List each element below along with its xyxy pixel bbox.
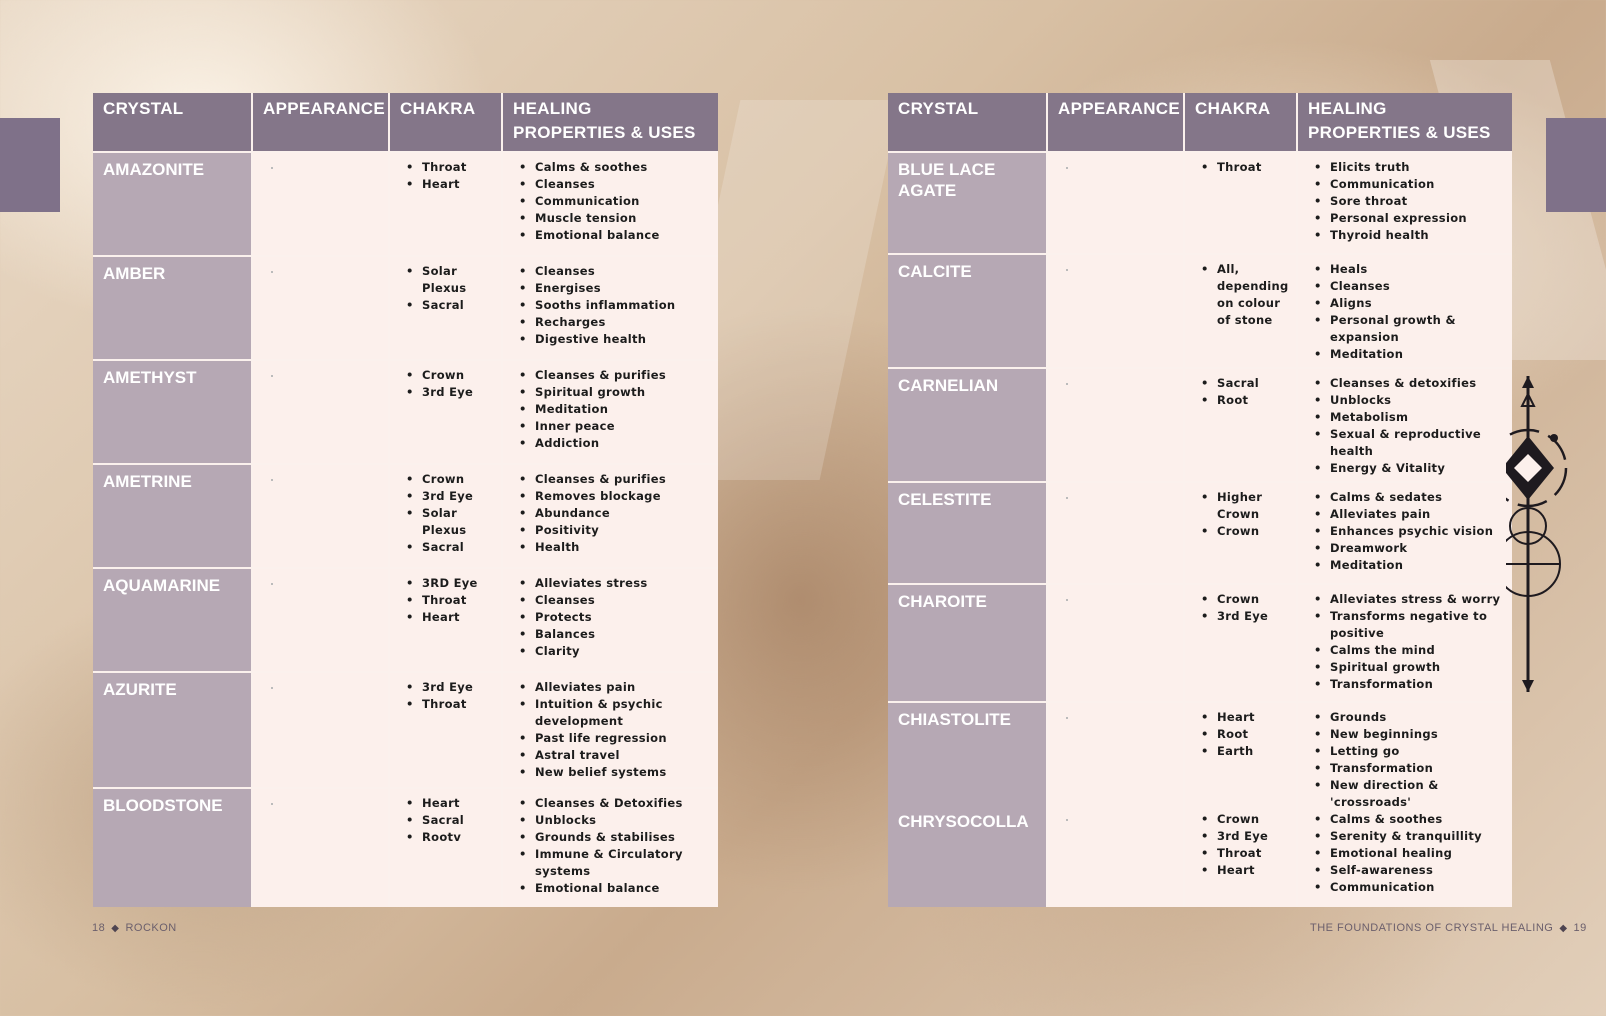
chakra-list — [396, 679, 495, 713]
healing-property-item: • Meditation — [535, 401, 712, 418]
chakra-cell — [1185, 805, 1298, 907]
chakra-item: • Heart — [422, 795, 495, 812]
healing-properties-list — [509, 263, 712, 348]
healing-properties-list — [1304, 261, 1506, 363]
chakra-cell — [1185, 483, 1298, 583]
healing-property-item: • Positivity — [535, 522, 712, 539]
crystal-name: CHAROITE — [888, 585, 1048, 701]
chakra-list — [396, 575, 495, 626]
healing-property-item: • Cleanses & purifies — [535, 471, 712, 488]
chakra-list — [396, 471, 495, 556]
header-healing-properties: HEALING PROPERTIES & USES — [1308, 99, 1491, 142]
chakra-item: • 3RD Eye — [422, 575, 495, 592]
chakra-list — [396, 159, 495, 193]
chakra-item: • Root — [1217, 726, 1290, 743]
healing-property-item: • Calms the mind — [1330, 642, 1506, 659]
chakra-item: • Throat — [422, 696, 495, 713]
chakra-item: • Sacral — [1217, 375, 1290, 392]
healing-property-item: • Cleanses — [535, 263, 712, 280]
right-side-tab — [1546, 118, 1606, 212]
healing-property-item: • Transforms negative to positive — [1330, 608, 1506, 642]
chakra-item: • Crown — [422, 367, 495, 384]
left-page-number: 18 — [92, 922, 106, 934]
healing-property-item: • Unblocks — [1330, 392, 1506, 409]
appearance-cell — [1048, 805, 1185, 907]
appearance-placeholder — [271, 167, 273, 169]
healing-property-item: • Immune & Circulatory systems — [535, 846, 712, 880]
crystal-name: AMETRINE — [93, 465, 253, 567]
right-footer-text: THE FOUNDATIONS OF CRYSTAL HEALING — [1310, 922, 1554, 934]
chakra-cell — [390, 569, 503, 671]
chakra-item: • 3rd Eye — [422, 488, 495, 505]
healing-property-item: • Health — [535, 539, 712, 556]
table-header-row — [888, 93, 1512, 151]
healing-properties-cell — [1298, 369, 1512, 481]
healing-properties-cell — [1298, 585, 1512, 701]
chakra-item: • Sacral — [422, 297, 495, 314]
chakra-item: • 3rd Eye — [1217, 828, 1290, 845]
healing-property-item: • Dreamwork — [1330, 540, 1506, 557]
chakra-cell — [1185, 703, 1298, 815]
table-row — [888, 583, 1512, 701]
appearance-placeholder — [271, 803, 273, 805]
appearance-placeholder — [1066, 819, 1068, 821]
healing-property-item: • Communication — [535, 193, 712, 210]
left-footer — [92, 922, 177, 934]
chakra-list — [1191, 591, 1290, 625]
healing-properties-list — [1304, 489, 1506, 574]
diamond-icon: ◆ — [111, 923, 120, 934]
table-row — [888, 253, 1512, 367]
chakra-cell — [1185, 369, 1298, 481]
healing-property-item: • Protects — [535, 609, 712, 626]
healing-property-item: • Cleanses & purifies — [535, 367, 712, 384]
chakra-item: • Earth — [1217, 743, 1290, 760]
chakra-item: • Root — [1217, 392, 1290, 409]
crystal-name: AZURITE — [93, 673, 253, 787]
healing-properties-list — [1304, 591, 1506, 693]
chakra-cell — [1185, 585, 1298, 701]
healing-property-item: • Thyroid health — [1330, 227, 1506, 244]
chakra-item: • Heart — [422, 176, 495, 193]
healing-property-item: • Letting go — [1330, 743, 1506, 760]
appearance-placeholder — [271, 271, 273, 273]
healing-property-item: • Communication — [1330, 879, 1506, 896]
table-row — [93, 671, 718, 787]
crystal-name: CELESTITE — [888, 483, 1048, 583]
table-row — [93, 255, 718, 359]
chakra-item: • Throat — [1217, 845, 1290, 862]
chakra-list — [396, 367, 495, 401]
healing-property-item: • Clarity — [535, 643, 712, 660]
appearance-placeholder — [271, 687, 273, 689]
healing-property-item: • New belief systems — [535, 764, 712, 781]
healing-property-item: • Sooths inflammation — [535, 297, 712, 314]
chakra-item: • Throat — [422, 592, 495, 609]
healing-property-item: • Grounds — [1330, 709, 1506, 726]
chakra-list — [1191, 489, 1290, 540]
healing-properties-list — [509, 159, 712, 244]
healing-property-item: • Energy & Vitality — [1330, 460, 1506, 477]
left-footer-text: ROCKON — [125, 922, 177, 934]
table-row — [93, 787, 718, 907]
header-appearance: APPEARANCE — [253, 93, 390, 151]
healing-property-item: • Personal expression — [1330, 210, 1506, 227]
chakra-item: • Heart — [1217, 709, 1290, 726]
crystal-name: CARNELIAN — [888, 369, 1048, 481]
healing-properties-cell — [503, 465, 718, 567]
left-crystal-table — [93, 93, 718, 907]
healing-property-item: • Sexual & reproductive health — [1330, 426, 1506, 460]
chakra-list — [1191, 709, 1290, 760]
appearance-cell — [253, 153, 390, 255]
healing-property-item: • Emotional healing — [1330, 845, 1506, 862]
header-crystal: CRYSTAL — [93, 93, 253, 151]
healing-property-item: • Heals — [1330, 261, 1506, 278]
table-row — [93, 567, 718, 671]
chakra-item: • Rootv — [422, 829, 495, 846]
healing-property-item: • Digestive health — [535, 331, 712, 348]
healing-property-item: • Self-awareness — [1330, 862, 1506, 879]
chakra-item: • Sacral — [422, 539, 495, 556]
chakra-cell — [390, 465, 503, 567]
appearance-cell — [253, 673, 390, 787]
chakra-list — [1191, 261, 1290, 329]
right-footer — [1310, 922, 1587, 934]
crystal-name: AMBER — [93, 257, 253, 359]
healing-properties-cell — [1298, 483, 1512, 583]
appearance-placeholder — [1066, 599, 1068, 601]
healing-property-item: • Addiction — [535, 435, 712, 452]
healing-property-item: • Alleviates pain — [1330, 506, 1506, 523]
table-row — [888, 701, 1512, 809]
healing-property-item: • Recharges — [535, 314, 712, 331]
chakra-list — [1191, 375, 1290, 409]
chakra-cell — [1185, 255, 1298, 367]
chakra-cell — [390, 257, 503, 359]
chakra-item: • Higher Crown — [1217, 489, 1290, 523]
table-row — [888, 481, 1512, 583]
crystal-name: CHIASTOLITE — [888, 703, 1048, 815]
right-page-number: 19 — [1573, 922, 1587, 934]
appearance-cell — [253, 569, 390, 671]
appearance-cell — [253, 789, 390, 907]
chakra-cell — [390, 361, 503, 463]
healing-property-item: • Inner peace — [535, 418, 712, 435]
healing-properties-cell — [503, 257, 718, 359]
healing-property-item: • Energises — [535, 280, 712, 297]
chakra-item: • 3rd Eye — [422, 384, 495, 401]
appearance-placeholder — [1066, 497, 1068, 499]
chakra-cell — [390, 789, 503, 907]
crystal-name: BLOODSTONE — [93, 789, 253, 907]
healing-property-item: • Spiritual growth — [1330, 659, 1506, 676]
crystal-name: BLUE LACE AGATE — [888, 153, 1048, 253]
header-chakra: CHAKRA — [1185, 93, 1298, 151]
chakra-item: • 3rd Eye — [422, 679, 495, 696]
appearance-placeholder — [1066, 167, 1068, 169]
appearance-cell — [253, 361, 390, 463]
healing-properties-list — [1304, 159, 1506, 244]
healing-property-item: • Aligns — [1330, 295, 1506, 312]
healing-property-item: • New direction & 'crossroads' — [1330, 777, 1506, 811]
chakra-list — [1191, 811, 1290, 879]
appearance-cell — [1048, 483, 1185, 583]
healing-property-item: • Calms & soothes — [1330, 811, 1506, 828]
healing-properties-cell — [1298, 805, 1512, 907]
healing-properties-cell — [1298, 703, 1512, 815]
chakra-item: • Solar Plexus — [422, 263, 495, 297]
healing-property-item: • Muscle tension — [535, 210, 712, 227]
appearance-cell — [253, 465, 390, 567]
healing-properties-list — [509, 367, 712, 452]
crystal-name: AQUAMARINE — [93, 569, 253, 671]
healing-property-item: • Meditation — [1330, 557, 1506, 574]
chakra-item: • Solar Plexus — [422, 505, 495, 539]
healing-properties-cell — [503, 569, 718, 671]
chakra-cell — [1185, 153, 1298, 253]
header-appearance: APPEARANCE — [1048, 93, 1185, 151]
healing-property-item: • Emotional balance — [535, 227, 712, 244]
healing-property-item: • Personal growth & expansion — [1330, 312, 1506, 346]
healing-property-item: • Alleviates stress — [535, 575, 712, 592]
healing-properties-list — [1304, 811, 1506, 896]
healing-property-item: • Enhances psychic vision — [1330, 523, 1506, 540]
appearance-placeholder — [1066, 383, 1068, 385]
header-healing-properties: HEALING PROPERTIES & USES — [513, 99, 696, 142]
table-row — [93, 463, 718, 567]
healing-property-item: • Unblocks — [535, 812, 712, 829]
healing-property-item: • Serenity & tranquillity — [1330, 828, 1506, 845]
healing-property-item: • Balances — [535, 626, 712, 643]
table-row — [93, 151, 718, 255]
chakra-item: • Throat — [422, 159, 495, 176]
healing-property-item: • Emotional balance — [535, 880, 712, 897]
chakra-item: • Throat — [1217, 159, 1290, 176]
appearance-placeholder — [271, 375, 273, 377]
chakra-item: • Sacral — [422, 812, 495, 829]
table-row — [93, 359, 718, 463]
appearance-cell — [1048, 153, 1185, 253]
healing-property-item: • Past life regression — [535, 730, 712, 747]
healing-property-item: • Elicits truth — [1330, 159, 1506, 176]
chakra-item: • Crown — [1217, 811, 1290, 828]
chakra-item: • Crown — [1217, 523, 1290, 540]
appearance-cell — [1048, 369, 1185, 481]
appearance-cell — [1048, 585, 1185, 701]
crystal-ornament-icon — [1506, 376, 1568, 692]
appearance-placeholder — [271, 583, 273, 585]
healing-property-item: • Cleanses — [535, 592, 712, 609]
appearance-placeholder — [1066, 717, 1068, 719]
healing-properties-list — [509, 795, 712, 897]
healing-property-item: • Cleanses — [1330, 278, 1506, 295]
healing-property-item: • Removes blockage — [535, 488, 712, 505]
appearance-cell — [1048, 703, 1185, 815]
healing-property-item: • Calms & sedates — [1330, 489, 1506, 506]
healing-properties-list — [509, 471, 712, 556]
crystal-name: AMETHYST — [93, 361, 253, 463]
header-crystal: CRYSTAL — [888, 93, 1048, 151]
chakra-item: • Crown — [1217, 591, 1290, 608]
healing-property-item: • Metabolism — [1330, 409, 1506, 426]
healing-properties-list — [509, 679, 712, 781]
chakra-list — [396, 795, 495, 846]
healing-property-item: • New beginnings — [1330, 726, 1506, 743]
healing-properties-list — [1304, 375, 1506, 477]
healing-properties-list — [1304, 709, 1506, 811]
chakra-item: • Heart — [422, 609, 495, 626]
header-chakra: CHAKRA — [390, 93, 503, 151]
healing-property-item: • Astral travel — [535, 747, 712, 764]
healing-property-item: • Grounds & stabilises — [535, 829, 712, 846]
healing-property-item: • Calms & soothes — [535, 159, 712, 176]
healing-property-item: • Spiritual growth — [535, 384, 712, 401]
healing-property-item: • Intuition & psychic development — [535, 696, 712, 730]
chakra-item: • 3rd Eye — [1217, 608, 1290, 625]
appearance-cell — [253, 257, 390, 359]
crystal-name: CALCITE — [888, 255, 1048, 367]
chakra-item: • All, depending on colour of stone — [1217, 261, 1290, 329]
appearance-placeholder — [1066, 269, 1068, 271]
table-row — [888, 367, 1512, 481]
healing-property-item: • Meditation — [1330, 346, 1506, 363]
appearance-cell — [1048, 255, 1185, 367]
healing-property-item: • Abundance — [535, 505, 712, 522]
crystal-name: AMAZONITE — [93, 153, 253, 255]
table-row — [888, 803, 1512, 907]
healing-property-item: • Transformation — [1330, 676, 1506, 693]
healing-property-item: • Cleanses & Detoxifies — [535, 795, 712, 812]
right-crystal-table — [888, 93, 1512, 907]
crystal-name: CHRYSOCOLLA — [888, 805, 1048, 907]
chakra-item: • Crown — [422, 471, 495, 488]
healing-property-item: • Cleanses — [535, 176, 712, 193]
healing-property-item: • Alleviates stress & worry — [1330, 591, 1506, 608]
chakra-list — [396, 263, 495, 314]
chakra-cell — [390, 153, 503, 255]
appearance-placeholder — [271, 479, 273, 481]
left-side-tab — [0, 118, 60, 212]
healing-properties-cell — [503, 153, 718, 255]
diamond-icon: ◆ — [1559, 923, 1568, 934]
healing-property-item: • Cleanses & detoxifies — [1330, 375, 1506, 392]
healing-properties-cell — [1298, 153, 1512, 253]
healing-properties-cell — [503, 361, 718, 463]
chakra-cell — [390, 673, 503, 787]
healing-property-item: • Alleviates pain — [535, 679, 712, 696]
table-header-row — [93, 93, 718, 151]
healing-properties-list — [509, 575, 712, 660]
chakra-item: • Heart — [1217, 862, 1290, 879]
chakra-list — [1191, 159, 1290, 176]
healing-property-item: • Sore throat — [1330, 193, 1506, 210]
healing-property-item: • Communication — [1330, 176, 1506, 193]
healing-properties-cell — [503, 673, 718, 787]
healing-property-item: • Transformation — [1330, 760, 1506, 777]
table-row — [888, 151, 1512, 253]
healing-properties-cell — [503, 789, 718, 907]
healing-properties-cell — [1298, 255, 1512, 367]
